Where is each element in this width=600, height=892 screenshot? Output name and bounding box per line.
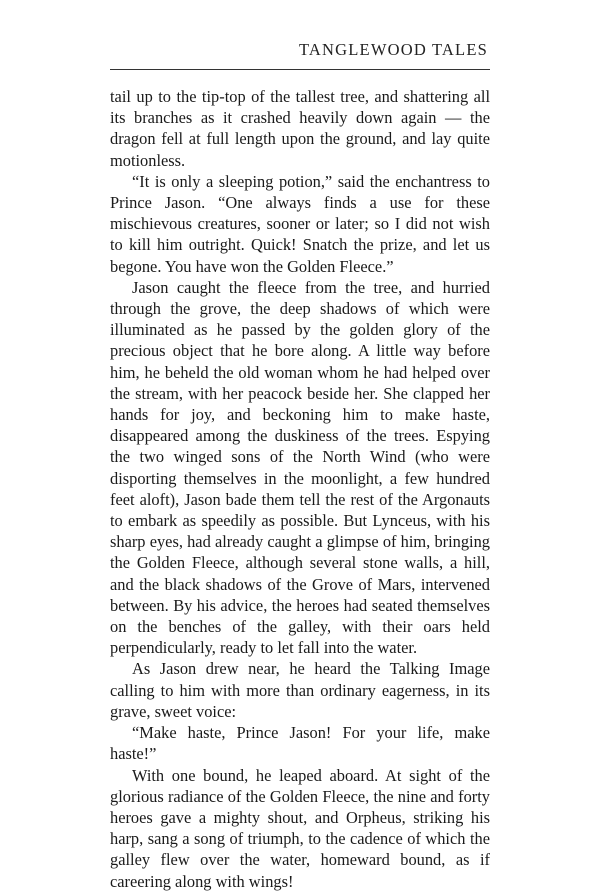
paragraph-talking-image: As Jason drew near, he heard the Talking Image calling to him with more than ordinary eagerness, in its grave, sweet voice: (110, 659, 490, 721)
paragraph-enchantress-speech: “It is only a sleeping potion,” said the enchantress to Prince Jason. “One always finds a use for these mischievous creatures, sooner or later; so I did not wish to kill him outright. Quick! Snatch the prize, and let us begone. You have won the Golden Fleece.” (110, 171, 490, 276)
paragraph-jason-flees: Jason caught the fleece from the tree, and hurried through the grove, the deep shadows of which were illuminated as he passed by the golden glory of the precious object that he bore along. A little way before him, he beheld the old woman whom he had helped over the stream, with her peacock beside her. She clapped her hands for joy, and beckoning him to make haste, disappeared among the duskiness of the trees. Espying the two winged sons of the North Wind (who were disporting themselves in the moonlight, a few hundred feet aloft), Jason bade them tell the rest of the Argonauts to embark as speedily as possible. But Lynceus, with his sharp eyes, had already caught a glimpse of him, bringing the Golden Fleece, although several stone walls, a hill, and the black shadows of the Grove of Mars, intervened between. By his advice, the heroes had seated themselves on the benches of the galley, with their oars held perpendicularly, ready to let fall into the water. (110, 277, 490, 658)
header-rule (110, 69, 490, 70)
body-text (110, 86, 490, 892)
paragraph-continuation: tail up to the tip-top of the tallest tree, and shattering all its branches as it crashed heavily down again — the dragon fell at full length upon the ground, and lay quite motionless. (110, 87, 490, 170)
paragraph-make-haste: “Make haste, Prince Jason! For your life, make haste!” (110, 723, 490, 764)
paragraph-leaped-aboard: With one bound, he leaped aboard. At sight of the glorious radiance of the Golden Fleece, the nine and forty heroes gave a mighty shout, and Orpheus, striking his harp, sang a song of triumph, to the cadence of which the galley flew over the water, homeward bound, as if careering along with wings! (110, 765, 490, 891)
running-header-title: TANGLEWOOD TALES (298, 40, 488, 59)
